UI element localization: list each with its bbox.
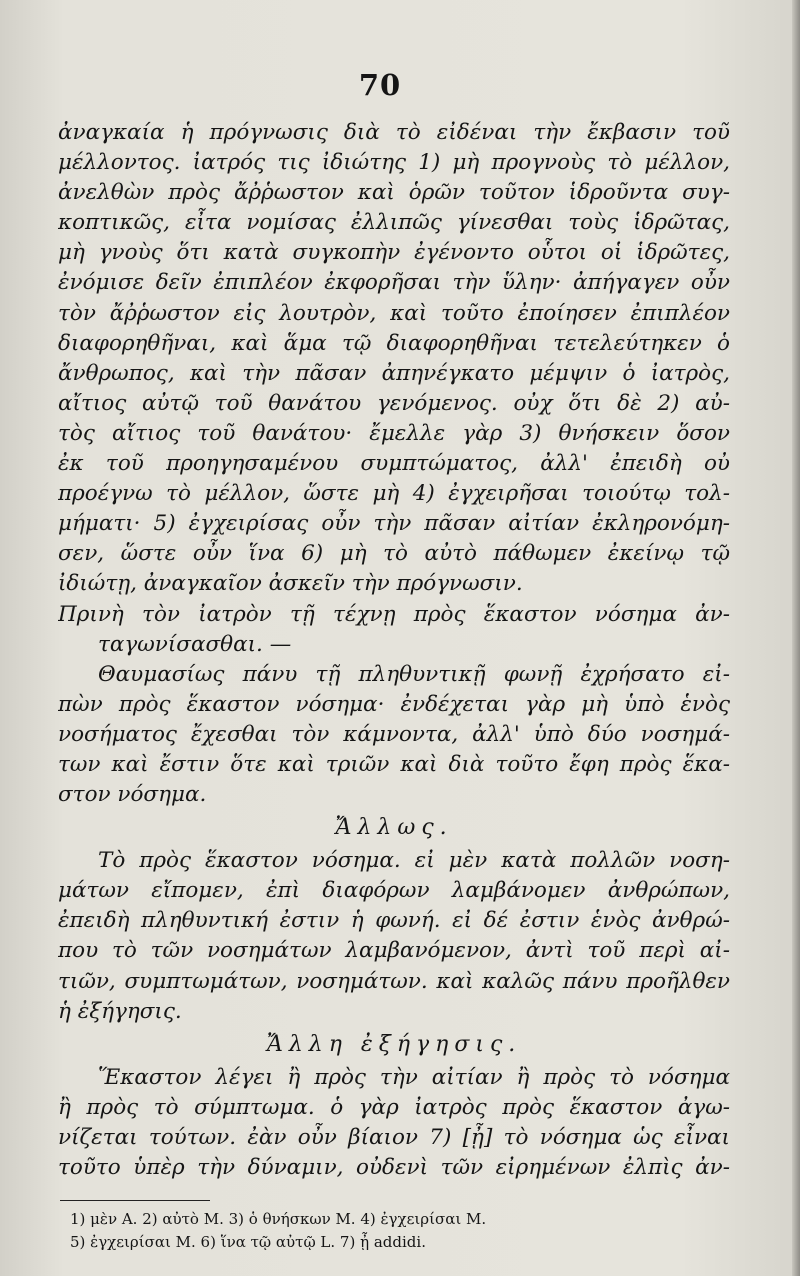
text-line: Θαυμασίως πάνυ τῇ πληθυντικῇ φωνῇ ἐχρήσατο εἰ-	[98, 661, 730, 687]
text-line: ἢ πρὸς τὸ σύμπτωμα. ὁ γὰρ ἰατρὸς πρὸς ἕκαστον ἀγω-	[58, 1094, 730, 1120]
text-line: αἴτιος αὐτῷ τοῦ θανάτου γενόμενος. οὐχ ὅτι δὲ 2) αὐ-	[58, 390, 730, 416]
text-line: ἡ ἐξήγησις.	[58, 998, 182, 1024]
text-line: κοπτικῶς, εἶτα νομίσας ἐλλιπῶς γίνεσθαι τοὺς ἱδρῶτας,	[58, 210, 730, 236]
text-line: στον νόσημα.	[58, 782, 207, 808]
text-line: μέλλοντος. ἰατρός τις ἰδιώτης 1) μὴ προγνοὺς τὸ μέλλον,	[58, 150, 730, 176]
text-line: νοσήματος ἔχεσθαι τὸν κάμνοντα, ἀλλ' ὑπὸ δύο νοσημά-	[58, 721, 730, 747]
text-line: των καὶ ἔστιν ὅτε καὶ τριῶν καὶ διὰ τοῦτο ἔφη πρὸς ἕκα-	[58, 751, 730, 777]
text-line: μάτων εἴπομεν, ἐπὶ διαφόρων λαμβάνομεν ἀνθρώπων,	[58, 878, 730, 904]
text-line: τὸν ἄῤῥωστον εἰς λουτρὸν, καὶ τοῦτο ἐποίησεν ἐπιπλέον	[58, 300, 730, 326]
body-text	[58, 118, 730, 1183]
text-line: προέγνω τὸ μέλλον, ὥστε μὴ 4) ἐγχειρῆσαι τοιούτῳ τολ-	[58, 481, 730, 507]
text-line: ἐνόμισε δεῖν ἐπιπλέον ἐκφορῆσαι τὴν ὕλην· ἀπήγαγεν οὖν	[58, 270, 730, 296]
text-line: τοῦτο ὑπὲρ τὴν δύναμιν, οὐδενὶ τῶν εἰρημένων ἐλπὶς ἀν-	[58, 1155, 730, 1180]
text-line: ἀνελθὼν πρὸς ἄῤῥωστον καὶ ὁρῶν τοῦτον ἱδροῦντα συγ-	[58, 180, 730, 206]
section-heading: Ἄλλη ἐξήγησις.	[266, 1031, 522, 1057]
text-line: τὸς αἴτιος τοῦ θανάτου· ἔμελλε γὰρ 3) θνήσκειν ὅσον	[58, 420, 730, 446]
text-line: διαφορηθῆναι, καὶ ἅμα τῷ διαφορηθῆναι τετελεύτηκεν ὁ	[58, 330, 730, 356]
footnote-line: 1) μὲν A. 2) αὐτὸ M. 3) ὁ θνήσκων M. 4) ἐγχειρίσαι M.	[70, 1210, 487, 1228]
text-line: ἰδιώτῃ, ἀναγκαῖον ἀσκεῖν τὴν πρόγνωσιν.	[58, 571, 523, 597]
lemma-line: Πρινὴ τὸν ἰατρὸν τῇ τέχνῃ πρὸς ἕκαστον νόσημα ἀν-	[58, 601, 730, 627]
text-line: ἐκ τοῦ προηγησαμένου συμπτώματος, ἀλλ' ἐπειδὴ οὐ	[58, 451, 730, 477]
text-line: Τὸ πρὸς ἕκαστον νόσημα. εἰ μὲν κατὰ πολλῶν νοση-	[98, 848, 730, 874]
text-line: μὴ γνοὺς ὅτι κατὰ συγκοπὴν ἐγένοντο οὗτοι οἱ ἱδρῶτες,	[58, 240, 730, 266]
section-heading: Ἄλλως.	[335, 815, 453, 841]
footnote-divider	[60, 1200, 210, 1201]
page-edge-shadow	[792, 0, 800, 1276]
text-line: νίζεται τούτων. ἐὰν οὖν βίαιον 7) [ᾖ] τὸ νόσημα ὡς εἶναι	[58, 1124, 730, 1150]
text-line: ἐπειδὴ πληθυντική ἐστιν ἡ φωνή. εἰ δέ ἐστιν ἑνὸς ἀνθρώ-	[58, 908, 730, 934]
text-line: μήματι· 5) ἐγχειρίσας οὖν τὴν πᾶσαν αἰτίαν ἐκληρονόμη-	[58, 511, 730, 537]
text-line: Ἕκαστον λέγει ἢ πρὸς τὴν αἰτίαν ἢ πρὸς τὸ νόσημα	[98, 1064, 730, 1090]
text-line: πὼν πρὸς ἕκαστον νόσημα· ἐνδέχεται γὰρ μὴ ὑπὸ ἑνὸς	[58, 691, 730, 717]
text-line: ἄνθρωπος, καὶ τὴν πᾶσαν ἀπηνέγκατο μέμψιν ὁ ἰατρὸς,	[58, 360, 730, 386]
lemma-line: ταγωνίσασθαι. —	[98, 631, 292, 657]
page-number: 70	[358, 68, 402, 102]
text-line: τιῶν, συμπτωμάτων, νοσημάτων. καὶ καλῶς πάνυ προῆλθεν	[58, 968, 730, 994]
text-line: σεν, ὥστε οὖν ἵνα 6) μὴ τὸ αὐτὸ πάθωμεν ἐκείνῳ τῷ	[58, 541, 730, 567]
footnote-line: 5) ἐγχειρίσαι M. 6) ἵνα τῷ αὐτῷ L. 7) ᾖ addidi.	[70, 1233, 426, 1251]
text-line: που τὸ τῶν νοσημάτων λαμβανόμενον, ἀντὶ τοῦ περὶ αἰ-	[58, 938, 730, 964]
text-line: ἀναγκαία ἡ πρόγνωσις διὰ τὸ εἰδέναι τὴν ἔκβασιν τοῦ	[58, 120, 730, 145]
footnotes	[70, 1208, 730, 1254]
